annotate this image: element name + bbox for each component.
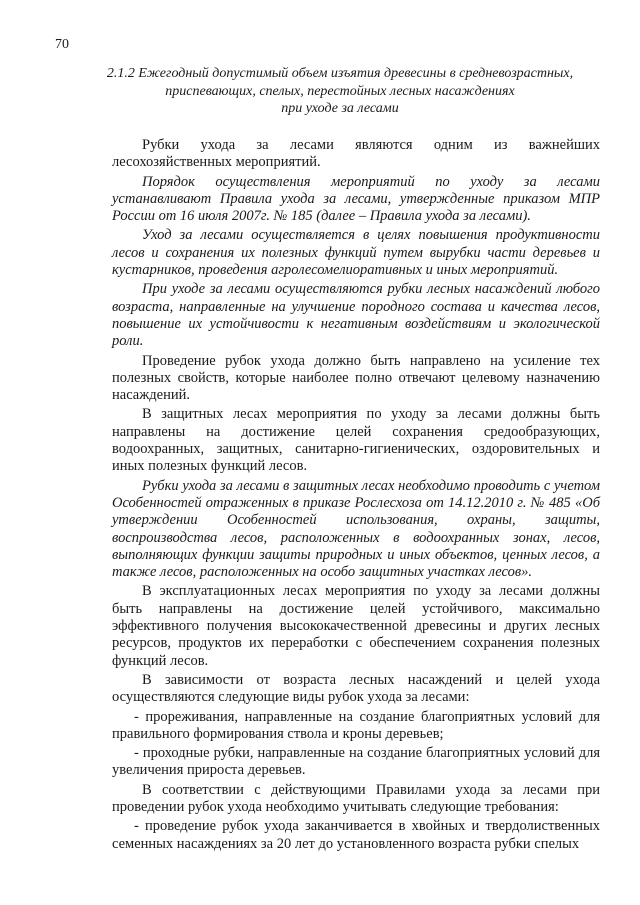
paragraph: В эксплуатационных лесах мероприятия по уходу за лесами должны быть направлены на достижение целей устойчивого, максимально эффективного получения высококачественной древесины и других лесных ресурсов, продуктов их переработки с обеспечением сохранения полезных функций лесов. [112, 583, 600, 669]
paragraph: Порядок осуществления мероприятий по уходу за лесами устанавливают Правила ухода за лесами, утвержденные приказом МПР России от 16 июля 2007г. № 185 (далее – Правила ухода за лесами). [112, 173, 600, 225]
paragraph: Рубки ухода за лесами в защитных лесах необходимо проводить с учетом Особенностей отраженных в приказе Рослесхоза от 14.12.2010 г. № 485 «Об утверждении Особенностей использования, охраны, защиты, воспроизводства лесов, расположенных в водоохранных зонах, лесов, выполняющих функции защиты природных и иных объектов, ценных лесов, а также лесов, расположенных на особо защитных участках лесов». [112, 477, 600, 581]
paragraph: В соответствии с действующими Правилами ухода за лесами при проведении рубок ухода необходимо учитывать следующие требования: [112, 781, 600, 815]
body-text [112, 137, 600, 855]
heading-line-2: приспевающих, спелых, перестойных лесных насаждениях [165, 83, 515, 99]
list-item: - проведение рубок ухода заканчивается в хвойных и твердолиственных семенных насаждениях за 20 лет до установленного возраста рубки спелых [112, 818, 600, 852]
paragraph: Проведение рубок ухода должно быть направлено на усиление тех полезных свойств, которые наиболее полно отвечают целевому назначению насаждений. [112, 352, 600, 404]
heading-line-1: 2.1.2 Ежегодный допустимый объем изъятия древесины в средневозрастных, [106, 66, 574, 81]
paragraph: Уход за лесами осуществляется в целях повышения продуктивности лесов и сохранения их полезных функций путем вырубки части деревьев и кустарников, проведения агролесомелиоративных и иных мероприятий. [112, 227, 600, 279]
heading-line-3: при уходе за лесами [281, 101, 399, 116]
list-item: - прореживания, направленные на создание благоприятных условий для правильного формирования ствола и кроны деревьев; [112, 708, 600, 742]
paragraph: В защитных лесах мероприятия по уходу за лесами должны быть направлены на достижение целей сохранения средообразующих, водоохранных, защитных, санитарно-гигиенических, оздоровительных и иных полезных функций лесов. [112, 406, 600, 475]
section-heading [80, 65, 600, 118]
list-item: - проходные рубки, направленные на создание благоприятных условий для увеличения прироста деревьев. [112, 745, 600, 779]
paragraph: В зависимости от возраста лесных насаждений и целей ухода осуществляются следующие виды рубок ухода за лесами: [112, 671, 600, 706]
page-number: 70 [55, 37, 69, 52]
paragraph: При уходе за лесами осуществляются рубки лесных насаждений любого возраста, направленные на улучшение породного состава и качества лесов, повышение их устойчивости к негативным воздействиям и экологической роли. [112, 281, 600, 350]
paragraph: Рубки ухода за лесами являются одним из важнейших лесохозяйственных мероприятий. [112, 137, 600, 171]
